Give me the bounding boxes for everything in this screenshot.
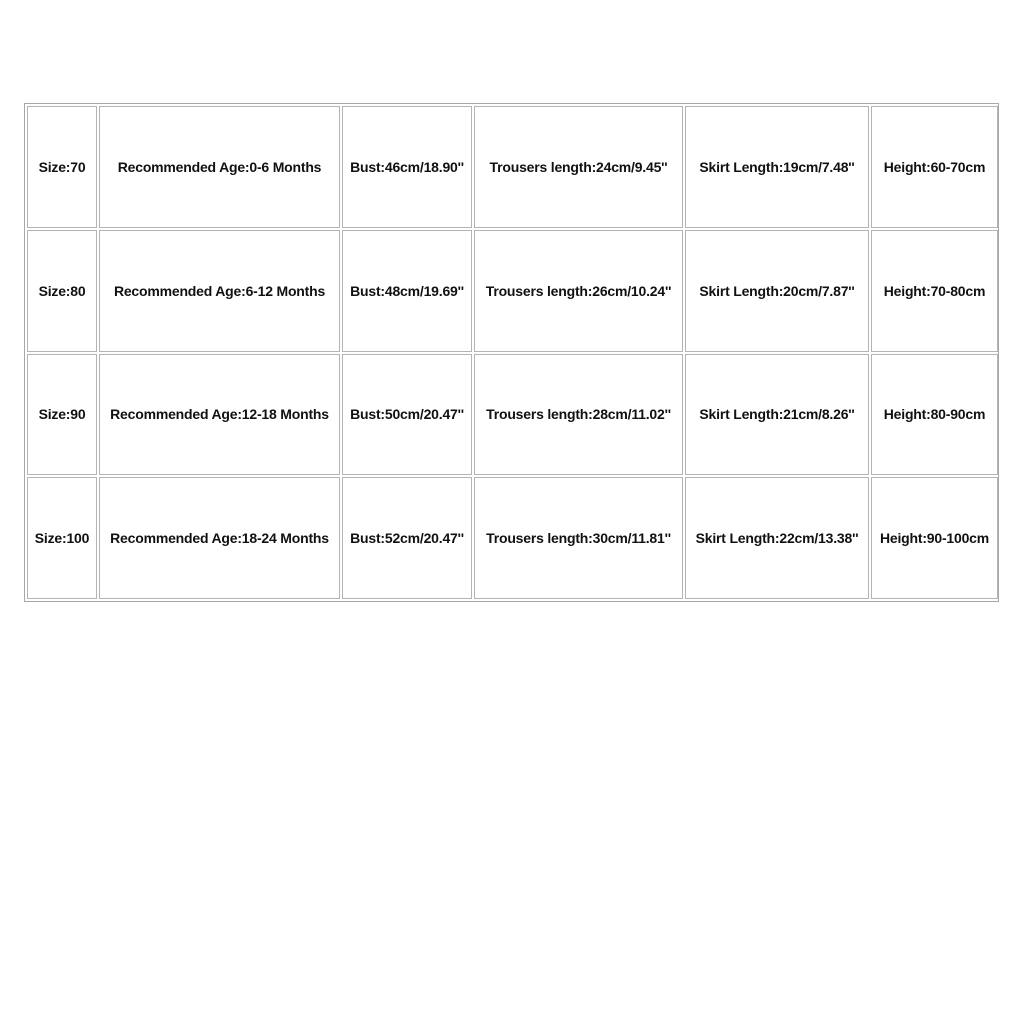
size-chart [24, 103, 999, 602]
bust-cell: Bust:52cm/20.47'' [342, 477, 472, 599]
trousers-length-cell: Trousers length:26cm/10.24'' [474, 230, 683, 352]
size-cell: Size:90 [27, 354, 97, 476]
trousers-length-cell: Trousers length:30cm/11.81'' [474, 477, 683, 599]
size-row-100 [27, 477, 998, 599]
size-chart-table [25, 104, 1000, 601]
bust-cell: Bust:50cm/20.47'' [342, 354, 472, 476]
size-cell: Size:100 [27, 477, 97, 599]
size-cell: Size:70 [27, 106, 97, 228]
trousers-length-cell: Trousers length:24cm/9.45'' [474, 106, 683, 228]
skirt-length-cell: Skirt Length:21cm/8.26'' [685, 354, 869, 476]
height-cell: Height:60-70cm [871, 106, 998, 228]
height-cell: Height:90-100cm [871, 477, 998, 599]
recommended-age-cell: Recommended Age:18-24 Months [99, 477, 340, 599]
size-row-90 [27, 354, 998, 476]
size-cell: Size:80 [27, 230, 97, 352]
size-row-80 [27, 230, 998, 352]
recommended-age-cell: Recommended Age:0-6 Months [99, 106, 340, 228]
bust-cell: Bust:46cm/18.90'' [342, 106, 472, 228]
bust-cell: Bust:48cm/19.69'' [342, 230, 472, 352]
recommended-age-cell: Recommended Age:12-18 Months [99, 354, 340, 476]
skirt-length-cell: Skirt Length:22cm/13.38'' [685, 477, 869, 599]
height-cell: Height:80-90cm [871, 354, 998, 476]
trousers-length-cell: Trousers length:28cm/11.02'' [474, 354, 683, 476]
size-row-70 [27, 106, 998, 228]
recommended-age-cell: Recommended Age:6-12 Months [99, 230, 340, 352]
skirt-length-cell: Skirt Length:20cm/7.87'' [685, 230, 869, 352]
skirt-length-cell: Skirt Length:19cm/7.48'' [685, 106, 869, 228]
height-cell: Height:70-80cm [871, 230, 998, 352]
